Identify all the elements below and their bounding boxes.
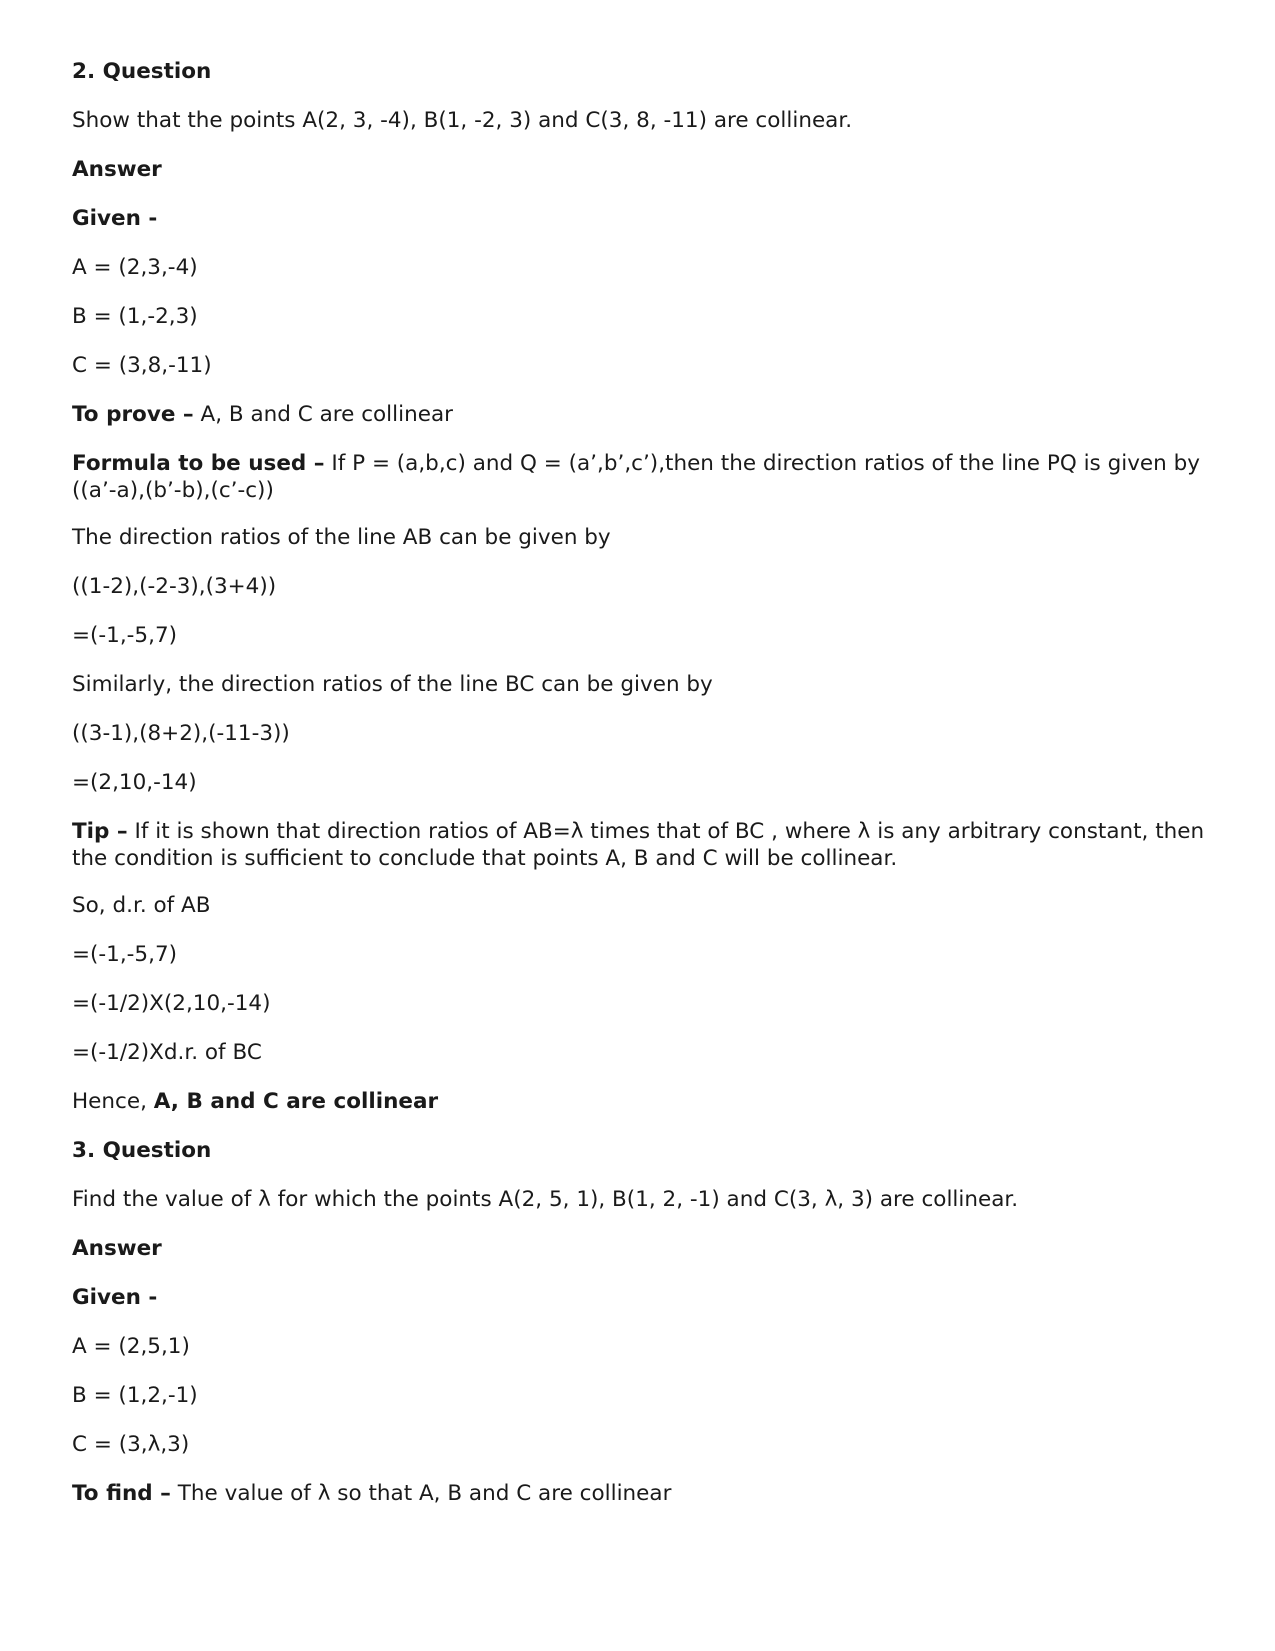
hence-bold: A, B and C are collinear (153, 1089, 439, 1114)
given-2-a: A = (2,3,-4) (72, 255, 198, 280)
answer-3-label: Answer (72, 1236, 162, 1261)
document-page (72, 58, 1212, 1529)
given-2-c: C = (3,8,-11) (72, 353, 212, 378)
bc-result: =(2,10,-14) (72, 770, 197, 795)
given-2-b: B = (1,-2,3) (72, 304, 198, 329)
question-3-text: Find the value of λ for which the points A(2, 5, 1), B(1, 2, -1) and C(3, λ, 3) are collinear. (72, 1187, 1019, 1212)
to-prove-label: To prove – (72, 402, 194, 427)
formula-label: Formula to be used – (72, 451, 325, 476)
given-3-a: A = (2,5,1) (72, 1334, 190, 1359)
to-find-label: To find – (72, 1481, 171, 1506)
conclusion-line (72, 1088, 1212, 1115)
question-3-heading: 3. Question (72, 1138, 212, 1163)
formula-text: If P = (a,b,c) and Q = (a’,b’,c’),then the direction ratios of the line PQ is given by ((a’-a),(b’-b),(c’-c)) (72, 451, 1200, 503)
bc-expression: ((3-1),(8+2),(-11-3)) (72, 721, 290, 746)
question-2-text: Show that the points A(2, 3, -4), B(1, -2, 3) and C(3, 8, -11) are collinear. (72, 108, 853, 133)
so-line: So, d.r. of AB (72, 893, 211, 918)
ab-result: =(-1,-5,7) (72, 623, 178, 648)
step-3: =(-1/2)Xd.r. of BC (72, 1040, 262, 1065)
tip-label: Tip – (72, 819, 128, 844)
answer-2-label: Answer (72, 157, 162, 182)
step-1: =(-1,-5,7) (72, 942, 178, 967)
tip-paragraph (72, 818, 1212, 872)
ab-expression: ((1-2),(-2-3),(3+4)) (72, 574, 277, 599)
step-2: =(-1/2)X(2,10,-14) (72, 991, 271, 1016)
given-2-label: Given - (72, 206, 158, 231)
given-3-c: C = (3,λ,3) (72, 1432, 190, 1457)
to-prove-line (72, 401, 1212, 428)
bc-intro: Similarly, the direction ratios of the line BC can be given by (72, 672, 713, 697)
to-find-text: The value of λ so that A, B and C are collinear (170, 1481, 672, 1506)
tip-text: If it is shown that direction ratios of AB=λ times that of BC , where λ is any arbitrary constant, then the condition is sufficient to conclude that points A, B and C will be collinear. (72, 819, 1205, 871)
question-2-heading: 2. Question (72, 59, 212, 84)
to-find-line (72, 1480, 1212, 1507)
formula-paragraph (72, 450, 1212, 504)
ab-intro: The direction ratios of the line AB can be given by (72, 525, 611, 550)
hence-text: Hence, (72, 1089, 154, 1114)
given-3-b: B = (1,2,-1) (72, 1383, 198, 1408)
to-prove-text: A, B and C are collinear (193, 402, 453, 427)
given-3-label: Given - (72, 1285, 158, 1310)
